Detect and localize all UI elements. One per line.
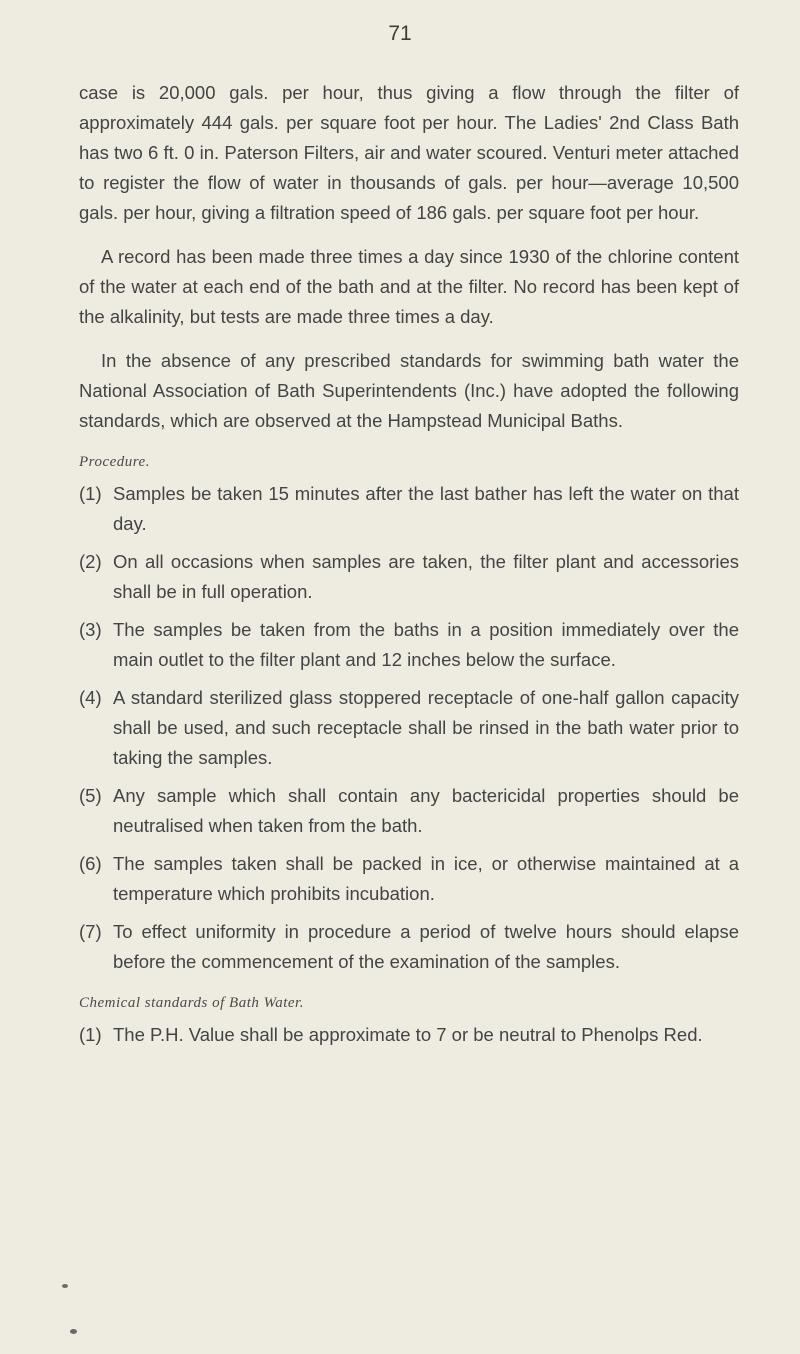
list-item-number: (5) [79,785,102,806]
list-item-text: On all occasions when samples are taken, the filter plant and accessories shall be in full operation. [113,551,739,602]
list-item-text: The samples taken shall be packed in ice, or otherwise maintained at a temperature which prohibits incubation. [113,853,739,904]
list-item [79,781,739,841]
list-item-text: The P.H. Value shall be approximate to 7 or be neutral to Phenolps Red. [113,1024,703,1045]
list-item-text: Any sample which shall contain any bactericidal properties should be neutralised when taken from the bath. [113,785,739,836]
paragraph-chlorine-record: A record has been made three times a day since 1930 of the chlorine content of the water at each end of the bath and at the filter. No record has been kept of the alkalinity, but tests are made three times a day. [79,246,739,327]
list-item [79,479,739,539]
list-item [79,683,739,773]
scan-speck-mark [70,1329,77,1334]
scan-speck-mark [62,1284,68,1288]
list-item-number: (1) [79,483,102,504]
list-item [79,547,739,607]
list-item [79,849,739,909]
chemical-standards-heading: Chemical standards of Bath Water. [79,995,304,1011]
list-item-text: Samples be taken 15 minutes after the last bather has left the water on that day. [113,483,739,534]
list-item-number: (3) [79,619,102,640]
list-item-text: The samples be taken from the baths in a position immediately over the main outlet to the filter plant and 12 inches below the surface. [113,619,739,670]
page-body [79,78,739,1058]
list-item [79,615,739,675]
procedure-heading: Procedure. [79,454,150,470]
page-number: 71 [388,22,412,45]
list-item-number: (4) [79,687,102,708]
list-item-number: (2) [79,551,102,572]
list-item [79,1020,739,1050]
procedure-list [79,479,739,977]
paragraph-filter-flow: case is 20,000 gals. per hour, thus giving a flow through the filter of approximately 444 gals. per square foot per hour. The Ladies' 2nd Class Bath has two 6 ft. 0 in. Paterson Filters, air and water scoured. Venturi meter attached to register the flow of water in thousands of gals. per hour—average 10,500 gals. per hour, giving a filtration speed of 186 gals. per square foot per hour. [79,82,739,223]
list-item [79,917,739,977]
list-item-number: (6) [79,853,102,874]
list-item-number: (1) [79,1024,102,1045]
paragraph-standards-intro: In the absence of any prescribed standards for swimming bath water the National Association of Bath Superintendents (Inc.) have adopted the following standards, which are observed at the Hampstead Municipal Baths. [79,350,739,431]
list-item-text: To effect uniformity in procedure a period of twelve hours should elapse before the commencement of the examination of the samples. [113,921,739,972]
list-item-number: (7) [79,921,102,942]
chemical-standards-list [79,1020,739,1050]
list-item-text: A standard sterilized glass stoppered receptacle of one-half gallon capacity shall be used, and such receptacle shall be rinsed in the bath water prior to taking the samples. [113,687,739,768]
